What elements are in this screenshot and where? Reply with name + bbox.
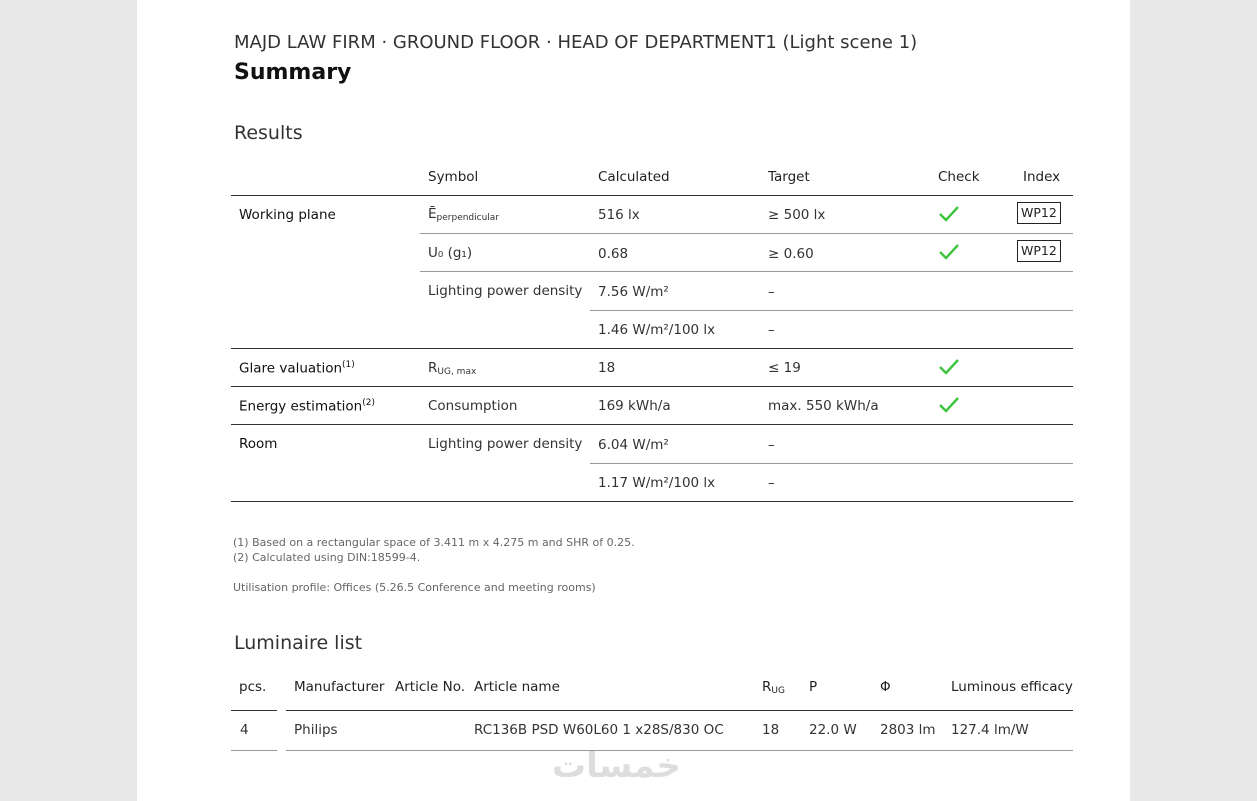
table-rule xyxy=(420,271,1073,272)
target-cell: – xyxy=(768,284,775,300)
table-rule xyxy=(231,348,1073,349)
index-badge: WP12 xyxy=(1017,202,1061,224)
col-symbol: Symbol xyxy=(428,169,479,185)
symbol-cell: U₀ (g₁) xyxy=(428,245,473,261)
luminaire-power: 22.0 W xyxy=(809,722,857,738)
project-line: MAJD LAW FIRM · GROUND FLOOR · HEAD OF DEPARTMENT1 (Light scene 1) xyxy=(234,32,918,53)
table-rule xyxy=(590,310,1073,311)
report-page xyxy=(137,0,1130,801)
table-rule xyxy=(231,386,1073,387)
group-energy: Energy estimation$^{(2)}$ xyxy=(239,398,375,415)
col-rug: $R_{UG}$ xyxy=(762,679,785,696)
calculated-cell: 0.68 xyxy=(598,246,629,262)
symbol-cell: Lighting power density xyxy=(428,283,583,299)
col-target: Target xyxy=(768,169,810,185)
target-cell: max. 550 kWh/a xyxy=(768,398,879,414)
table-rule xyxy=(590,463,1073,464)
table-rule xyxy=(286,710,1073,711)
col-check: Check xyxy=(938,169,980,185)
table-rule xyxy=(231,501,1073,502)
luminaire-article-name: RC136B PSD W60L60 1 x28S/830 OC xyxy=(474,722,724,738)
luminaire-manufacturer: Philips xyxy=(294,722,338,738)
group-room: Room xyxy=(239,436,278,452)
col-index: Index xyxy=(1023,169,1061,185)
target-cell: ≥ 0.60 xyxy=(768,246,814,262)
table-rule xyxy=(231,750,277,751)
col-efficacy: Luminous efficacy xyxy=(951,679,1073,695)
check-icon xyxy=(938,243,960,261)
footnote-2: (2) Calculated using DIN:18599-4. xyxy=(233,551,421,564)
col-calculated: Calculated xyxy=(598,169,670,185)
col-manufacturer: Manufacturer xyxy=(294,679,385,695)
symbol-cell: Consumption xyxy=(428,398,518,414)
symbol-cell: Lighting power density xyxy=(428,436,583,452)
col-article-no: Article No. xyxy=(395,679,466,695)
target-cell: – xyxy=(768,475,775,491)
col-pcs: pcs. xyxy=(239,679,267,695)
utilisation-profile: Utilisation profile: Offices (5.26.5 Conference and meeting rooms) xyxy=(233,581,596,594)
calculated-cell: 1.17 W/m²/100 lx xyxy=(598,475,716,491)
results-heading: Results xyxy=(234,122,303,144)
target-cell: – xyxy=(768,437,775,453)
calculated-cell: 6.04 W/m² xyxy=(598,437,669,453)
calculated-cell: 1.46 W/m²/100 lx xyxy=(598,322,716,338)
col-power: P xyxy=(809,679,818,695)
check-icon xyxy=(938,396,960,414)
table-rule xyxy=(231,710,277,711)
luminaire-efficacy: 127.4 lm/W xyxy=(951,722,1029,738)
target-cell: ≤ 19 xyxy=(768,360,801,376)
calculated-cell: 516 lx xyxy=(598,207,640,223)
symbol-cell: $R_{UG, max}$ xyxy=(428,360,477,377)
symbol-cell: $Ē_{perpendicular}$ xyxy=(428,206,500,223)
group-working-plane: Working plane xyxy=(239,207,336,223)
group-glare: Glare valuation$^{(1)}$ xyxy=(239,360,355,377)
luminaire-flux: 2803 lm xyxy=(880,722,936,738)
calculated-cell: 169 kWh/a xyxy=(598,398,671,414)
col-article-name: Article name xyxy=(474,679,560,695)
luminaire-rug: 18 xyxy=(762,722,780,738)
table-rule xyxy=(231,195,1073,196)
index-badge: WP12 xyxy=(1017,240,1061,262)
target-cell: ≥ 500 lx xyxy=(768,207,826,223)
page-title: Summary xyxy=(234,60,352,85)
luminaire-pcs: 4 xyxy=(240,722,249,738)
check-icon xyxy=(938,205,960,223)
table-rule xyxy=(420,233,1073,234)
calculated-cell: 18 xyxy=(598,360,616,376)
luminaire-list-heading: Luminaire list xyxy=(234,632,363,654)
calculated-cell: 7.56 W/m² xyxy=(598,284,669,300)
target-cell: – xyxy=(768,322,775,338)
footnote-1: (1) Based on a rectangular space of 3.411 m x 4.275 m and SHR of 0.25. xyxy=(233,536,635,549)
watermark-logo: خمسات xyxy=(552,746,681,786)
table-rule xyxy=(231,424,1073,425)
col-flux: Φ xyxy=(880,679,891,695)
check-icon xyxy=(938,358,960,376)
